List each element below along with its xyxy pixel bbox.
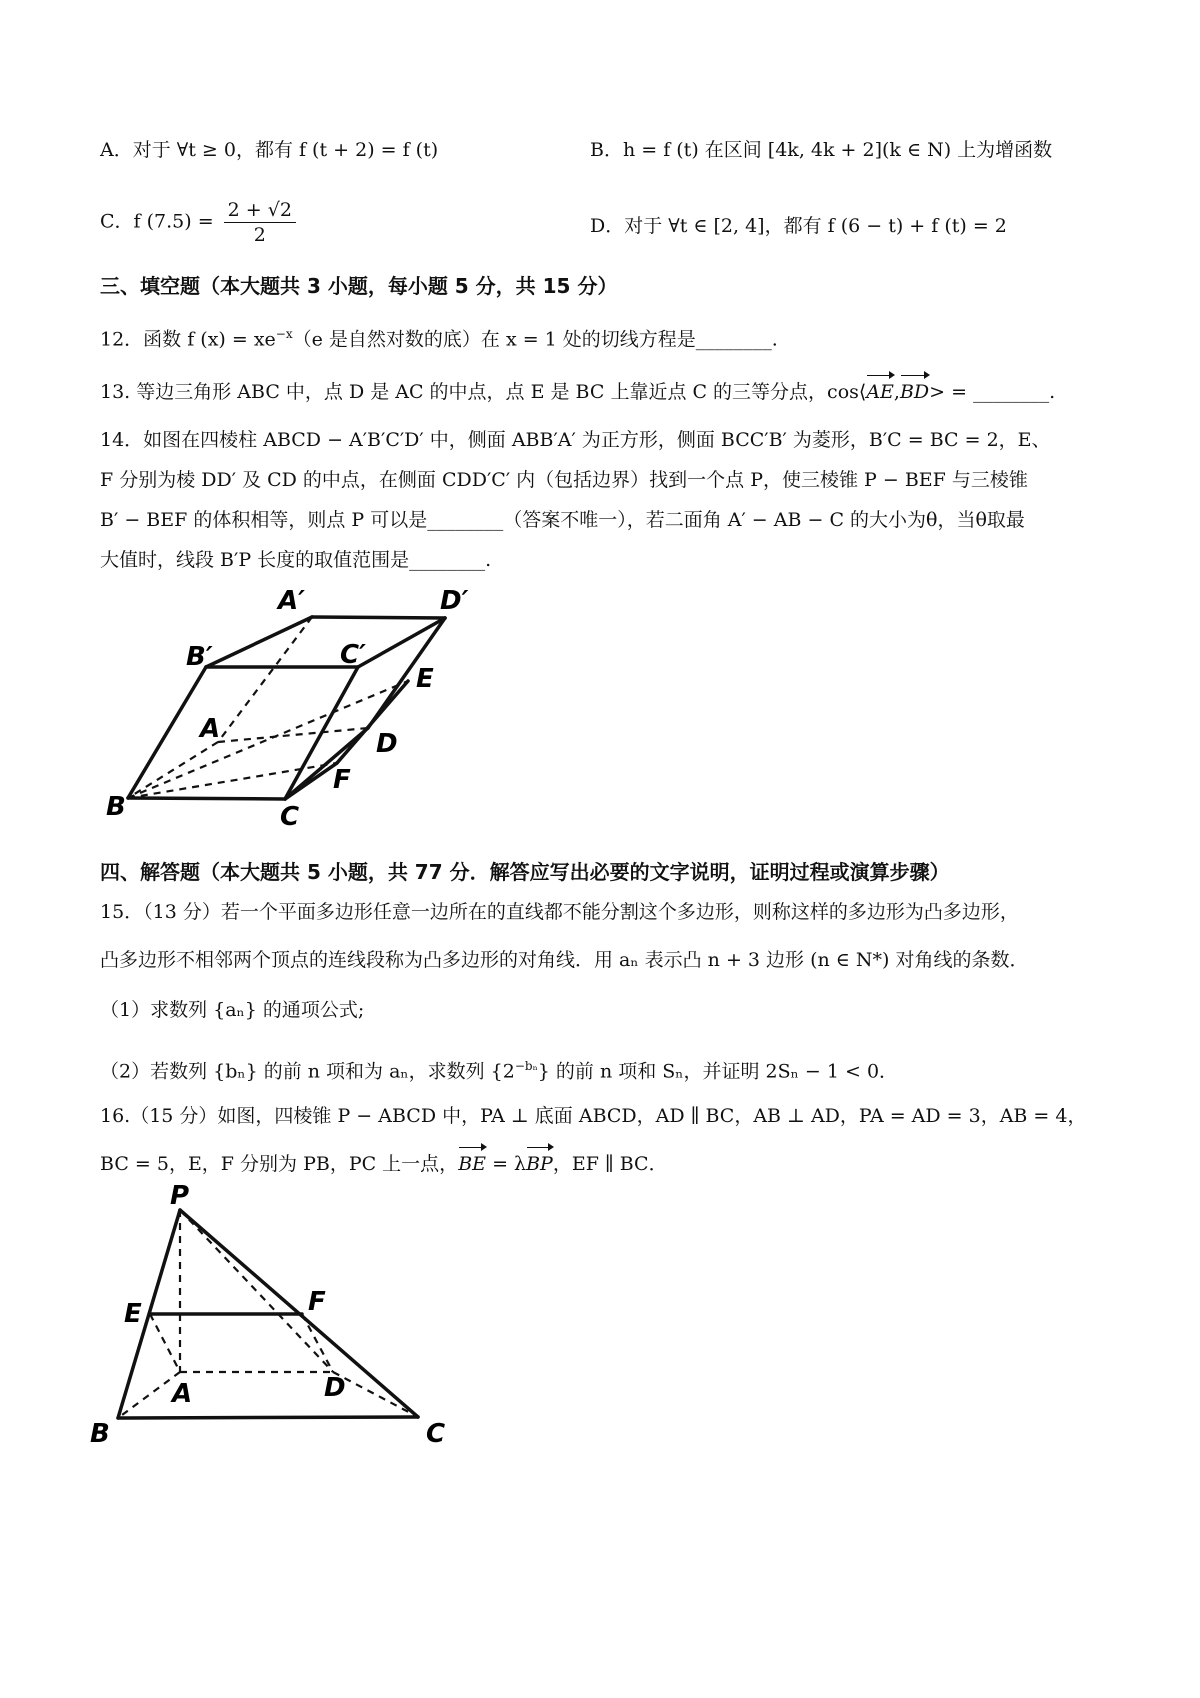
- label-e: E: [416, 664, 434, 694]
- q13-vector-ae: AE: [866, 378, 894, 406]
- q16-line2-b: ，EF ∥ BC．: [552, 1153, 668, 1175]
- label-e: E: [124, 1299, 142, 1329]
- q16-line1: 16.（15 分）如图，四棱锥 P − ABCD 中，PA ⊥ 底面 ABCD，AD ∥ BC，AB ⊥ AD，PA = AD = 3，AB = 4，: [100, 1105, 1087, 1127]
- section3-title: 三、填空题（本大题共 3 小题，每小题 5 分，共 15 分）: [100, 274, 618, 298]
- label-b: B: [106, 792, 126, 822]
- q14-line4: 大值时，线段 B′P 长度的取值范围是________.: [100, 549, 492, 571]
- figure-pyramid: [80, 1180, 480, 1450]
- q15-part2: [100, 1052, 898, 1085]
- label-c: C: [426, 1419, 446, 1449]
- q16-line2-a: BC = 5，E，F 分别为 PB，PC 上一点，: [100, 1153, 459, 1175]
- label-d: D: [376, 729, 398, 759]
- option-b: B．h = f (t) 在区间 [4k, 4k + 2](k ∈ N) 上为增函数: [590, 139, 1053, 161]
- label-f: F: [333, 765, 351, 795]
- q13-text-a: 13. 等边三角形 ABC 中，点 D 是 AC 的中点，点 E 是 BC 上靠近点 C 的三等分点，cos⟨: [100, 381, 867, 403]
- section4-title: 四、解答题（本大题共 5 小题，共 77 分．解答应写出必要的文字说明，证明过程或演算步骤）: [100, 860, 950, 884]
- option-c-fraction: [224, 198, 296, 247]
- q13-vector-bd: BD: [900, 378, 929, 406]
- q12: [100, 320, 778, 353]
- q13: [100, 378, 1055, 406]
- option-a: A．对于 ∀t ≥ 0，都有 f (t + 2) = f (t): [100, 139, 439, 161]
- label-a: A: [200, 714, 221, 744]
- q14-line2: F 分别为棱 DD′ 及 CD 的中点，在侧面 CDD′C′ 内（包括边界）找到一个点 P，使三棱锥 P − BEF 与三棱锥: [100, 469, 1028, 491]
- label-c-prime: C′: [340, 640, 366, 670]
- label-c: C: [280, 802, 300, 832]
- option-d: D．对于 ∀t ∈ [2, 4]，都有 f (6 − t) + f (t) = 2: [590, 215, 1007, 237]
- label-a: A: [172, 1379, 193, 1409]
- q15-part2-a: （2）若数列 {bₙ} 的前 n 项和为 aₙ，求数列 {2: [100, 1060, 515, 1083]
- q12-text-a: 12．函数 f (x) = xe: [100, 328, 276, 351]
- label-a-prime: A′: [278, 586, 305, 616]
- q14-line3: B′ − BEF 的体积相等，则点 P 可以是________（答案不唯一），若二面角 A′ − AB − C 的大小为θ，当θ取最: [100, 509, 1025, 531]
- q12-text-b: （e 是自然对数的底）在 x = 1 处的切线方程是________.: [292, 328, 778, 351]
- option-c: [100, 198, 300, 247]
- q16-vector-bp: BP: [526, 1150, 553, 1178]
- label-p: P: [170, 1181, 190, 1211]
- label-f: F: [308, 1287, 326, 1317]
- label-d-prime: D′: [440, 586, 469, 616]
- label-b-prime: B′: [186, 642, 213, 672]
- q13-text-b: > = ________.: [929, 381, 1056, 403]
- q16-eq: = λ: [486, 1153, 527, 1175]
- q16-line2: [100, 1150, 668, 1178]
- label-b: B: [90, 1419, 110, 1449]
- figure-prism: [100, 585, 520, 835]
- q13-sep: ,: [893, 381, 900, 403]
- q12-sup: −x: [275, 327, 293, 341]
- label-d: D: [324, 1373, 346, 1403]
- q15-part2-b: } 的前 n 项和 Sₙ，并证明 2Sₙ − 1 < 0．: [537, 1060, 899, 1083]
- q15-part1: （1）求数列 {aₙ} 的通项公式;: [100, 999, 365, 1021]
- option-c-denominator: 2: [253, 224, 266, 246]
- q15-line2: 凸多边形不相邻两个顶点的连线段称为凸多边形的对角线．用 aₙ 表示凸 n + 3 边形 (n ∈ N*) 对角线的条数．: [100, 949, 1029, 971]
- option-c-numerator: 2 + √2: [224, 198, 296, 223]
- q14-line1: 14．如图在四棱柱 ABCD − A′B′C′D′ 中，侧面 ABB′A′ 为正方形，侧面 BCC′B′ 为菱形，B′C = BC = 2，E、: [100, 429, 1051, 451]
- option-c-prefix: C．f (7.5) =: [100, 210, 214, 233]
- q15-part2-sup: −bₙ: [514, 1059, 538, 1073]
- q15-line1: 15．（13 分）若一个平面多边形任意一边所在的直线都不能分割这个多边形，则称这样的多边形为凸多边形，: [100, 901, 1019, 923]
- q16-vector-be: BE: [458, 1150, 486, 1178]
